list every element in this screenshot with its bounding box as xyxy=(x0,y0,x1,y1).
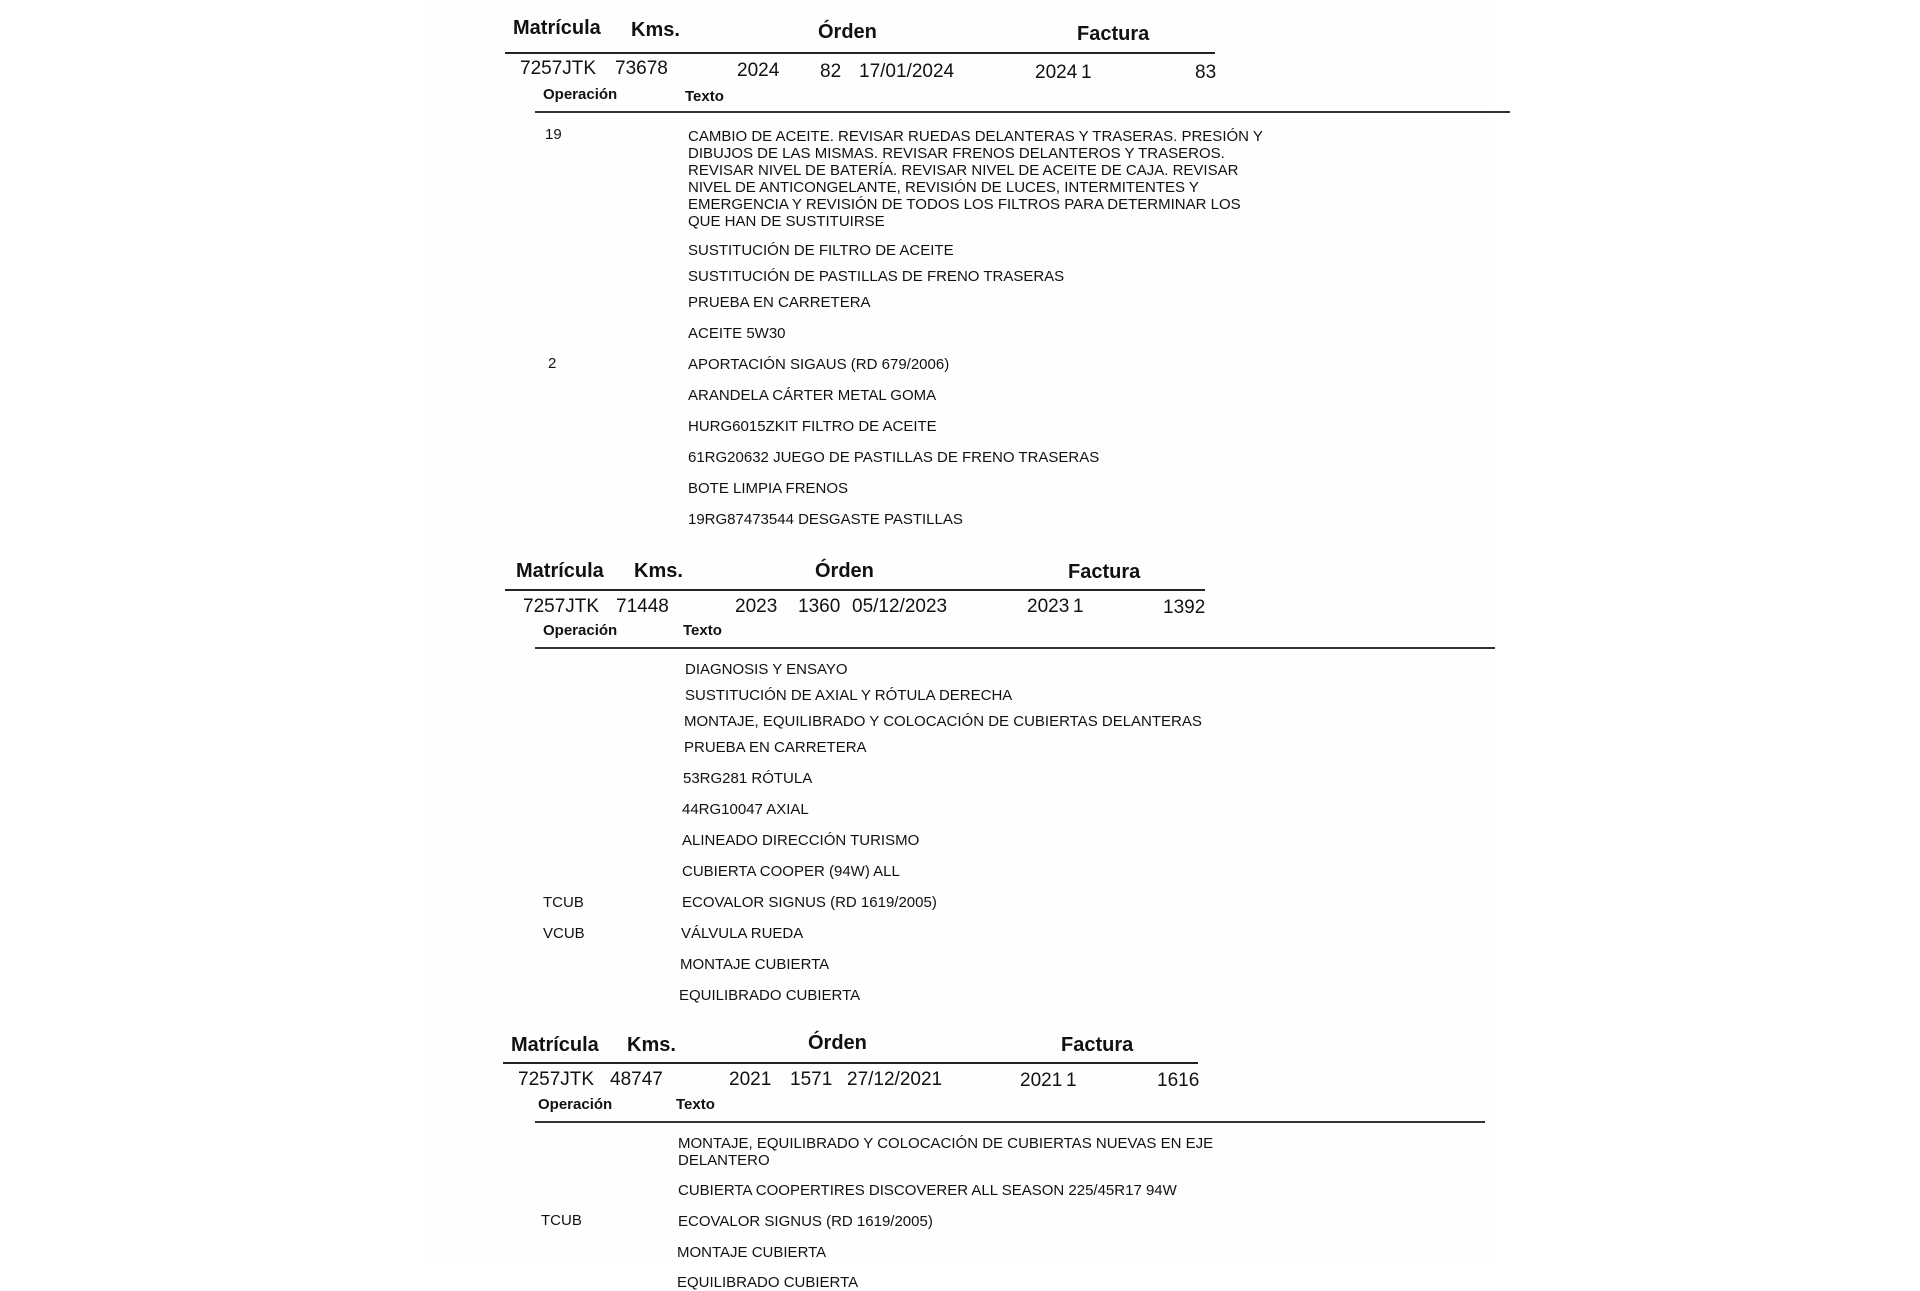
line-text: CUBIERTA COOPER (94W) ALL xyxy=(682,863,900,880)
orden-date: 27/12/2021 xyxy=(847,1069,943,1090)
factura-year: 2023 xyxy=(1027,596,1070,617)
subheader-texto: Texto xyxy=(685,88,724,105)
subheader-operacion: Operación xyxy=(543,86,618,103)
header-rule xyxy=(505,52,1215,54)
header-kms: Kms. xyxy=(634,560,683,582)
matricula-value: 7257JTK xyxy=(520,58,597,79)
line-text: CUBIERTA COOPERTIRES DISCOVERER ALL SEASON 225/45R17 94W xyxy=(678,1182,1177,1199)
factura-number: 1392 xyxy=(1163,597,1206,618)
line-text: PRUEBA EN CARRETERA xyxy=(688,294,871,311)
header-rule xyxy=(505,589,1205,591)
line-text: SUSTITUCIÓN DE FILTRO DE ACEITE xyxy=(688,242,954,259)
orden-number: 1571 xyxy=(790,1069,833,1090)
operation-code: 19 xyxy=(545,126,562,143)
subheader-operacion: Operación xyxy=(538,1096,613,1113)
line-text: MONTAJE, EQUILIBRADO Y COLOCACIÓN DE CUBIERTAS DELANTERAS xyxy=(684,713,1202,730)
orden-number: 1360 xyxy=(798,596,841,617)
orden-date: 05/12/2023 xyxy=(852,596,948,617)
line-text: ECOVALOR SIGNUS (RD 1619/2005) xyxy=(682,894,937,911)
line-text: 61RG20632 JUEGO DE PASTILLAS DE FRENO TRASERAS xyxy=(688,449,1100,466)
header-orden: Órden xyxy=(808,1032,867,1054)
subheader-rule xyxy=(535,111,1510,113)
line-text: CAMBIO DE ACEITE. REVISAR RUEDAS DELANTERAS Y TRASERAS. PRESIÓN Y DIBUJOS DE LAS MISMAS. REVISAR FRENOS DELANTEROS Y TRASEROS. REVISAR NIVEL DE BATERÍA. REVISAR NIVEL DE ACEITE DE CAJA. REVISAR NIVEL DE ANTICONGELANTE, REVISIÓN DE LUCES, INTERMITENTES Y EMERGENCIA Y REVISIÓN DE TODOS LOS FILTROS PARA DETERMINAR LOS QUE HAN DE SUSTITUIRSE xyxy=(688,128,1263,230)
factura-year: 2024 xyxy=(1035,62,1078,83)
header-matricula: Matrícula xyxy=(511,1034,599,1056)
line-text: SUSTITUCIÓN DE PASTILLAS DE FRENO TRASERAS xyxy=(688,268,1065,285)
line-text: 53RG281 RÓTULA xyxy=(683,770,813,787)
factura-series: 1 xyxy=(1081,62,1092,83)
header-orden: Órden xyxy=(818,21,877,43)
line-text: MONTAJE CUBIERTA xyxy=(680,956,830,973)
factura-year: 2021 xyxy=(1020,1070,1063,1091)
line-text: 19RG87473544 DESGASTE PASTILLAS xyxy=(688,511,963,528)
subheader-texto: Texto xyxy=(676,1096,715,1113)
kms-value: 73678 xyxy=(615,58,668,79)
line-text: 44RG10047 AXIAL xyxy=(682,801,809,818)
line-text: EQUILIBRADO CUBIERTA xyxy=(679,987,861,1004)
header-matricula: Matrícula xyxy=(516,560,604,582)
line-text: VÁLVULA RUEDA xyxy=(681,925,804,942)
line-text: APORTACIÓN SIGAUS (RD 679/2006) xyxy=(688,356,950,373)
orden-date: 17/01/2024 xyxy=(859,61,955,82)
operation-code: 2 xyxy=(548,355,557,372)
line-text: DIAGNOSIS Y ENSAYO xyxy=(685,661,848,678)
header-factura: Factura xyxy=(1068,561,1141,583)
line-text: ACEITE 5W30 xyxy=(688,325,786,342)
line-text: MONTAJE, EQUILIBRADO Y COLOCACIÓN DE CUBIERTAS NUEVAS EN EJE DELANTERO xyxy=(678,1135,1214,1169)
operation-code: TCUB xyxy=(543,894,584,911)
factura-number: 83 xyxy=(1195,62,1217,83)
line-text: ECOVALOR SIGNUS (RD 1619/2005) xyxy=(678,1213,933,1230)
matricula-value: 7257JTK xyxy=(523,596,600,617)
line-text: SUSTITUCIÓN DE AXIAL Y RÓTULA DERECHA xyxy=(685,687,1013,704)
factura-number: 1616 xyxy=(1157,1070,1200,1091)
operation-code: TCUB xyxy=(541,1212,582,1229)
header-kms: Kms. xyxy=(627,1034,676,1056)
subheader-rule xyxy=(535,647,1495,649)
line-text: ALINEADO DIRECCIÓN TURISMO xyxy=(682,832,920,849)
line-text: HURG6015ZKIT FILTRO DE ACEITE xyxy=(688,418,937,435)
line-text: PRUEBA EN CARRETERA xyxy=(684,739,867,756)
header-factura: Factura xyxy=(1077,23,1150,45)
orden-year: 2023 xyxy=(735,596,778,617)
header-factura: Factura xyxy=(1061,1034,1134,1056)
header-rule xyxy=(503,1062,1198,1064)
line-text: BOTE LIMPIA FRENOS xyxy=(688,480,849,497)
subheader-texto: Texto xyxy=(683,622,722,639)
line-text: ARANDELA CÁRTER METAL GOMA xyxy=(688,387,937,404)
kms-value: 48747 xyxy=(610,1069,663,1090)
header-kms: Kms. xyxy=(631,19,680,41)
subheader-rule xyxy=(535,1121,1485,1123)
orden-year: 2024 xyxy=(737,60,780,81)
factura-series: 1 xyxy=(1073,596,1084,617)
header-matricula: Matrícula xyxy=(513,17,601,39)
kms-value: 71448 xyxy=(616,596,669,617)
operation-code: VCUB xyxy=(543,925,585,942)
line-text: MONTAJE CUBIERTA xyxy=(677,1244,827,1261)
line-text: EQUILIBRADO CUBIERTA xyxy=(677,1274,859,1291)
factura-series: 1 xyxy=(1066,1070,1077,1091)
orden-number: 82 xyxy=(820,61,842,82)
subheader-operacion: Operación xyxy=(543,622,618,639)
orden-year: 2021 xyxy=(729,1069,772,1090)
header-orden: Órden xyxy=(815,560,874,582)
matricula-value: 7257JTK xyxy=(518,1069,595,1090)
